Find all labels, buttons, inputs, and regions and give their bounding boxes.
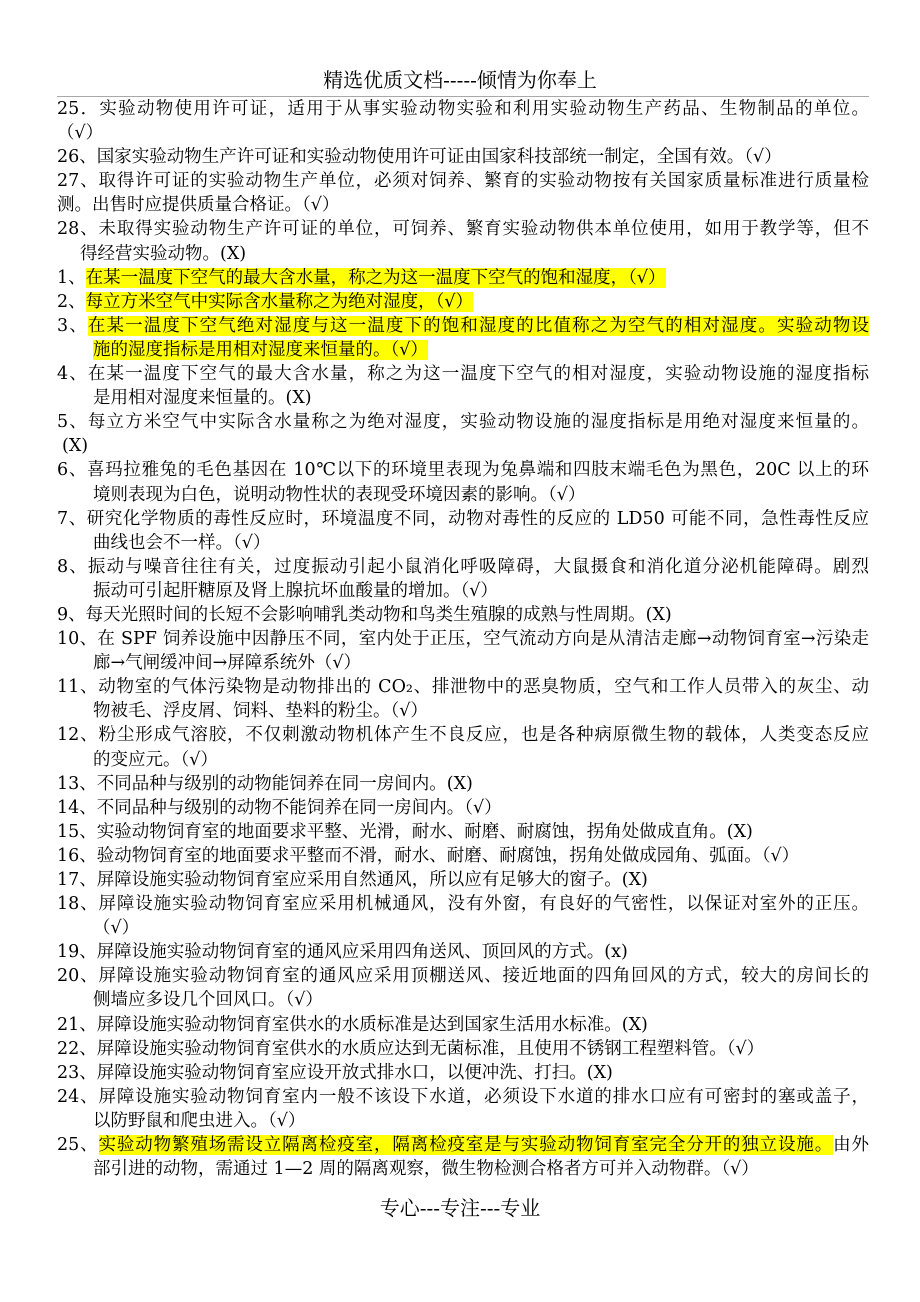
text-segment: （√） xyxy=(57,123,104,144)
text-line xyxy=(57,121,869,145)
list-item xyxy=(57,844,869,868)
text-line xyxy=(57,916,869,940)
text-segment: 的变应元。（√） xyxy=(93,749,218,770)
text-segment: 21、屏障设施实验动物饲育室供水的水质标准是达到国家生活用水标准。(X) xyxy=(57,1014,648,1035)
text-segment: 25、 xyxy=(57,1135,99,1156)
text-line xyxy=(57,820,869,844)
text-line xyxy=(57,651,869,675)
text-line xyxy=(57,723,869,747)
list-item xyxy=(57,266,869,290)
text-segment: 测。出售时应提供质量合格证。（√） xyxy=(57,195,340,216)
text-segment: 4、在某一温度下空气的最大含水量，称之为这一温度下空气的相对湿度，实验动物设施的湿度指标 xyxy=(57,364,869,385)
text-line xyxy=(57,217,869,241)
page-footer: 专心---专注---专业 xyxy=(379,1196,541,1220)
text-segment: 6、喜玛拉雅兔的毛色基因在 10℃以下的环境里表现为兔鼻端和四肢末端毛色为黑色，20C 以上的环 xyxy=(57,460,869,481)
page-header-title: 精选优质文档-----倾情为你奉上 xyxy=(323,68,597,92)
text-segment: 14、不同品种与级别的动物不能饲养在同一房间内。（√） xyxy=(57,797,502,818)
text-line xyxy=(57,97,869,121)
text-segment: 23、屏障设施实验动物饲育室应设开放式排水口，以便冲洗、打扫。(X) xyxy=(57,1062,613,1083)
list-item xyxy=(57,169,869,217)
text-line xyxy=(57,940,869,964)
text-line xyxy=(57,290,869,314)
text-segment: (X) xyxy=(62,436,89,457)
list-item xyxy=(57,892,869,940)
highlighted-text: 实验动物繁殖场需设立隔离检疫室，隔离检疫室是与实验动物饲育室完全分开的独立设施。 xyxy=(98,1135,834,1156)
list-item xyxy=(57,217,869,265)
text-segment: 15、实验动物饲育室的地面要求平整、光滑，耐水、耐磨、耐腐蚀，拐角处做成直角。(X) xyxy=(57,821,753,842)
list-item xyxy=(57,1061,869,1085)
text-line xyxy=(57,1109,869,1133)
text-line xyxy=(57,410,869,434)
text-segment: 3、 xyxy=(57,315,88,336)
text-segment: 7、研究化学物质的毒性反应时，环境温度不同，动物对毒性的反应的 LD50 可能不同，急性毒性反应 xyxy=(57,508,869,529)
text-segment: 28、未取得实验动物生产许可证的单位，可饲养、繁育实验动物供本单位使用，如用于教学等，但不 xyxy=(57,219,869,240)
text-line xyxy=(57,1085,869,1109)
list-item xyxy=(57,1085,869,1133)
text-segment: 5、每立方米空气中实际含水量称之为绝对湿度，实验动物设施的湿度指标是用绝对湿度来恒量的。 xyxy=(57,412,869,433)
list-item xyxy=(57,940,869,964)
text-segment: 8、振动与噪音往往有关，过度振动引起小鼠消化呼吸障碍，大鼠摄食和消化道分泌机能障碍。剧烈 xyxy=(57,556,869,577)
text-segment: 26、国家实验动物生产许可证和实验动物使用许可证由国家科技部统一制定，全国有效。（√） xyxy=(57,147,782,168)
text-segment: 侧墙应多设几个回风口。（√） xyxy=(93,990,323,1011)
text-line xyxy=(57,314,869,338)
text-line xyxy=(57,338,869,362)
text-segment: 19、屏障设施实验动物饲育室的通风应采用四角送风、顶回风的方式。(x) xyxy=(57,942,628,963)
text-line xyxy=(57,675,869,699)
document-body xyxy=(57,97,869,1181)
text-segment: 17、屏障设施实验动物饲育室应采用自然通风，所以应有足够大的窗子。(X) xyxy=(57,870,648,890)
text-line xyxy=(57,507,869,531)
text-line xyxy=(57,964,869,988)
text-segment: 2、 xyxy=(57,291,86,312)
text-segment: 11、动物室的气体污染物是动物排出的 CO₂、排泄物中的恶臭物质，空气和工作人员带入的灰尘、动 xyxy=(57,677,869,698)
highlighted-text: 施的湿度指标是用相对湿度来恒量的。（√） xyxy=(93,339,428,360)
text-segment: 廊→气闸缓冲间→屏障系统外（√） xyxy=(93,653,361,674)
text-segment: 得经营实验动物。(X) xyxy=(80,243,247,264)
text-line xyxy=(57,555,869,579)
list-item xyxy=(57,723,869,771)
text-line xyxy=(57,434,869,458)
text-line xyxy=(57,386,869,410)
text-segment: 物被毛、浮皮屑、饲料、垫料的粉尘。（√） xyxy=(93,701,428,722)
text-segment: 以防野鼠和爬虫进入。（√） xyxy=(93,1110,306,1131)
text-line xyxy=(57,169,869,193)
text-line xyxy=(57,772,869,796)
list-item xyxy=(57,458,869,506)
text-line xyxy=(57,1133,869,1157)
section xyxy=(57,97,869,266)
text-line xyxy=(57,1037,869,1061)
highlighted-text: 每立方米空气中实际含水量称之为绝对湿度，（√） xyxy=(85,291,474,312)
text-segment: 9、每天光照时间的长短不会影响哺乳类动物和鸟类生殖腺的成熟与性周期。(X) xyxy=(57,604,672,625)
text-segment: 20、屏障设施实验动物饲育室的通风应采用顶棚送风、接近地面的四角回风的方式，较大的房间长的 xyxy=(57,966,869,987)
list-item xyxy=(57,1133,869,1181)
text-line xyxy=(57,868,869,892)
list-item xyxy=(57,964,869,1012)
text-line xyxy=(57,193,869,217)
text-segment: 24、屏障设施实验动物饲育室内一般不该设下水道，必须设下水道的排水口应有可密封的塞或盖子， xyxy=(57,1086,869,1107)
text-segment: 1、 xyxy=(57,267,86,288)
text-segment: 是用相对湿度来恒量的。(X) xyxy=(93,388,312,409)
list-item xyxy=(57,627,869,675)
text-line xyxy=(57,458,869,482)
text-line xyxy=(57,531,869,555)
text-line xyxy=(57,1157,869,1181)
list-item xyxy=(57,1037,869,1061)
list-item xyxy=(57,603,869,627)
list-item xyxy=(57,410,869,458)
text-segment: 由外 xyxy=(833,1135,869,1156)
text-segment: 12、粉尘形成气溶胶，不仅刺激动物机体产生不良反应，也是各种病原微生物的载体，人类变态反应 xyxy=(57,725,869,746)
text-segment: 22、屏障设施实验动物饲育室供水的水质应达到无菌标准，且使用不锈钢工程塑料管。（√） xyxy=(57,1038,765,1059)
text-segment: 27、取得许可证的实验动物生产单位，必须对饲养、繁育的实验动物按有关国家质量标准进行质量检 xyxy=(57,171,869,192)
section xyxy=(57,266,869,1182)
text-segment: 境则表现为白色，说明动物性状的表现受环境因素的影响。（√） xyxy=(93,484,586,505)
text-line xyxy=(57,242,869,266)
list-item xyxy=(57,362,869,410)
text-line xyxy=(57,145,869,169)
list-item xyxy=(57,675,869,723)
text-segment: 18、屏障设施实验动物饲育室应采用机械通风，没有外窗，有良好的气密性，以保证对室外的正压。 xyxy=(57,894,869,915)
text-line xyxy=(57,483,869,507)
text-line xyxy=(57,1013,869,1037)
text-segment: 16、验动物饲育室的地面要求平整而不滑，耐水、耐磨、耐腐蚀，拐角处做成园角、弧面。（√） xyxy=(57,845,800,866)
text-segment: 10、在 SPF 饲养设施中因静压不同，室内处于正压，空气流动方向是从清洁走廊→动物饲育室→污染走 xyxy=(57,629,869,650)
text-line xyxy=(57,266,869,290)
text-line xyxy=(57,988,869,1012)
text-segment: 振动可引起肝糖原及肾上腺抗坏血酸量的增加。（√） xyxy=(93,580,498,601)
list-item xyxy=(57,97,869,145)
list-item xyxy=(57,868,869,892)
text-line xyxy=(57,748,869,772)
text-line xyxy=(57,844,869,868)
text-line xyxy=(57,796,869,820)
text-line xyxy=(57,627,869,651)
list-item xyxy=(57,820,869,844)
list-item xyxy=(57,145,869,169)
text-segment: 13、不同品种与级别的动物能饲养在同一房间内。(X) xyxy=(57,773,473,794)
list-item xyxy=(57,507,869,555)
list-item xyxy=(57,1013,869,1037)
list-item xyxy=(57,772,869,796)
text-line xyxy=(57,1061,869,1085)
text-segment: 25．实验动物使用许可证，适用于从事实验动物实验和利用实验动物生产药品、生物制品的单位。 xyxy=(57,99,869,119)
text-segment: 曲线也会不一样。（√） xyxy=(93,532,271,553)
highlighted-text: 在某一温度下空气的最大含水量，称之为这一温度下空气的饱和湿度，（√） xyxy=(85,267,666,288)
list-item xyxy=(57,555,869,603)
text-segment: 部引进的动物，需通过 1—2 周的隔离观察，微生物检测合格者方可并入动物群。（√） xyxy=(93,1159,759,1180)
text-line xyxy=(57,579,869,603)
text-segment: （√） xyxy=(93,918,140,939)
list-item xyxy=(57,290,869,314)
text-line xyxy=(57,603,869,627)
text-line xyxy=(57,362,869,386)
text-line xyxy=(57,892,869,916)
text-line xyxy=(57,699,869,723)
list-item xyxy=(57,796,869,820)
highlighted-text: 在某一温度下空气绝对湿度与这一温度下的饱和湿度的比值称之为空气的相对湿度。实验动物设 xyxy=(87,315,869,336)
list-item xyxy=(57,314,869,362)
